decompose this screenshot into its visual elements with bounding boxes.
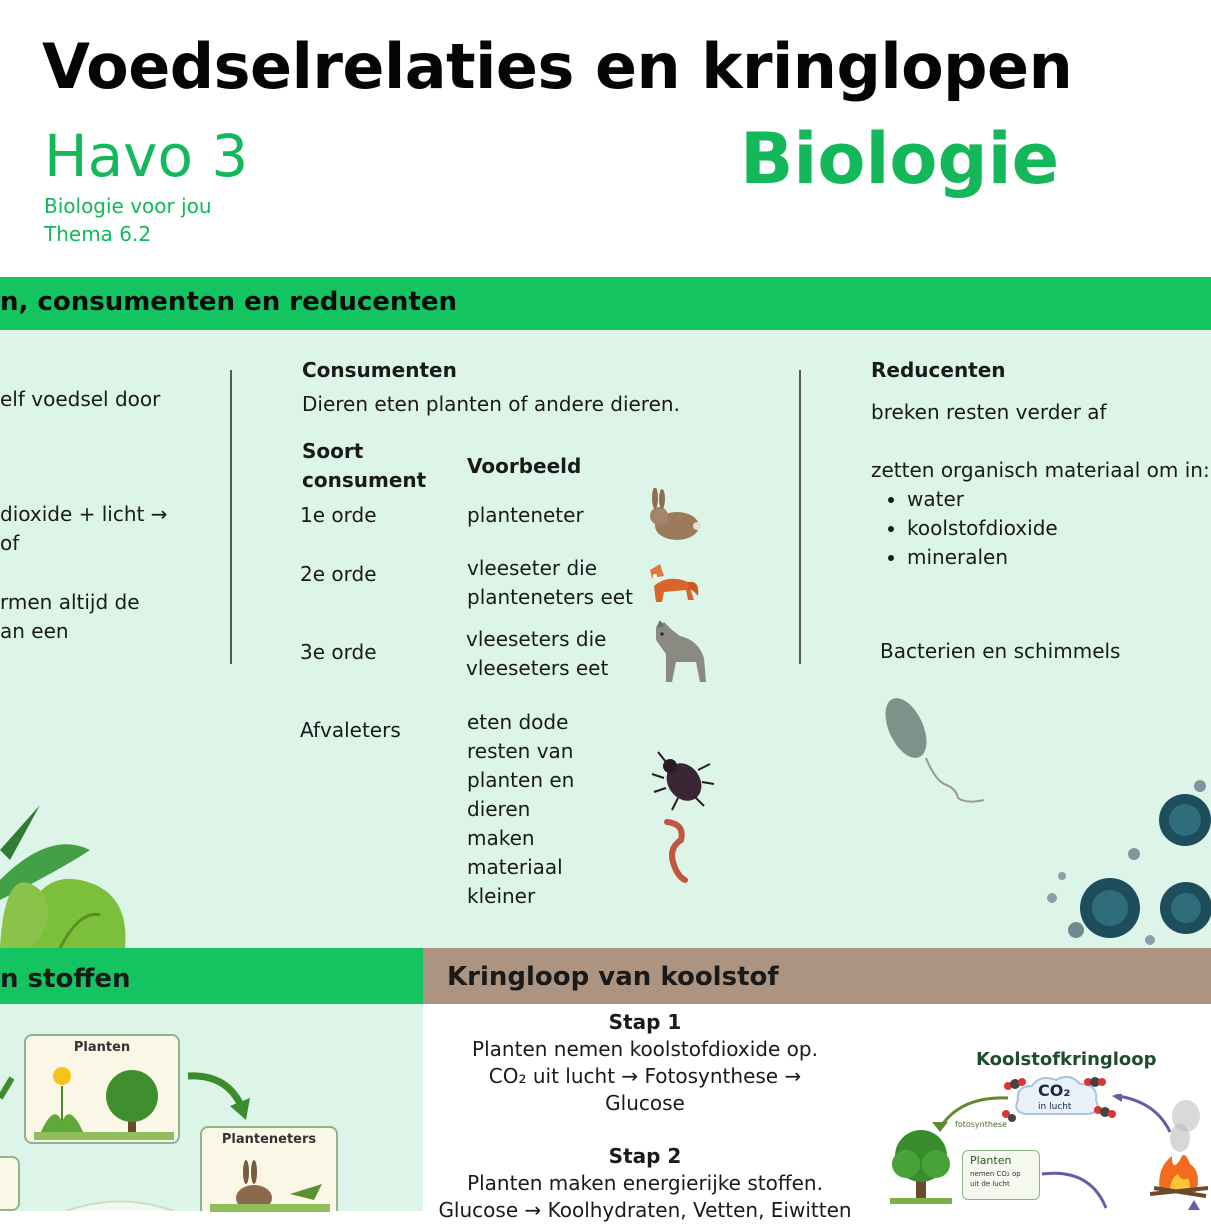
row3-example-2: vleeseters eet — [466, 656, 609, 680]
card-herbivores-label: Planteneters — [221, 1132, 317, 1147]
producers-text-3: of — [0, 531, 20, 555]
earthworm-icon — [655, 814, 695, 884]
detritivores-line-6: materiaal — [467, 855, 563, 879]
detritivores-line-4: dieren — [467, 797, 531, 821]
cloud-label: CO₂ — [1038, 1081, 1071, 1100]
herbivores-icon — [210, 1154, 330, 1212]
plants-box-text-1: nemen CO₂ op — [970, 1170, 1021, 1178]
level-label: Havo 3 — [44, 122, 249, 190]
decomposers-heading: Reducenten — [871, 358, 1006, 382]
step2-title: Stap 2 — [608, 1144, 682, 1168]
row2-example-2: planteneters eet — [467, 585, 633, 609]
column-divider-2 — [799, 370, 801, 664]
row3-order: 3e orde — [300, 640, 377, 664]
arrow-icon — [184, 1068, 256, 1122]
row3-example-1: vleeseters die — [466, 627, 607, 651]
row2-order: 2e orde — [300, 562, 377, 586]
leaf-decoration — [0, 790, 140, 948]
col-example-header: Voorbeeld — [467, 454, 582, 478]
fire-icon — [1150, 1098, 1211, 1198]
plants-box-title: Planten — [970, 1154, 1012, 1167]
plants-box-text-2: uit de lucht — [970, 1180, 1010, 1188]
column-divider-1 — [230, 370, 232, 664]
detritivores-line-1: eten dode — [467, 710, 569, 734]
beetle-icon — [648, 744, 716, 812]
step2-text-2: Glucose → Koolhydraten, Vetten, Eiwitten — [438, 1198, 852, 1222]
bacterium-icon — [878, 698, 990, 808]
decomposers-text-2: zetten organisch materiaal om in: — [871, 458, 1210, 482]
book-label: Biologie voor jou — [44, 194, 212, 218]
list-item: • koolstofdioxide — [907, 514, 1058, 543]
photosynthesis-label: fotosynthese — [955, 1120, 1007, 1129]
detritivores-line-5: maken — [467, 826, 535, 850]
row1-example: planteneter — [467, 503, 584, 527]
step1-text-3: Glucose — [605, 1091, 685, 1115]
list-item: • mineralen — [907, 543, 1058, 572]
card-plants — [24, 1034, 180, 1144]
producers-text-1: elf voedsel door — [0, 387, 161, 411]
card-partial — [0, 1156, 20, 1211]
step1-text-2: CO₂ uit lucht → Fotosynthese → — [488, 1064, 802, 1088]
section3-heading: Kringloop van koolstof — [447, 962, 779, 992]
cloud-sublabel: in lucht — [1038, 1102, 1072, 1112]
section2-heading: n stoffen — [0, 964, 131, 994]
section1-heading: n, consumenten en reducenten — [0, 287, 457, 317]
producers-text-5: an een — [0, 619, 69, 643]
producers-text-2: dioxide + licht → — [0, 502, 168, 526]
tree-icon — [886, 1124, 956, 1204]
theme-label: Thema 6.2 — [44, 222, 152, 246]
subject-label: Biologie — [740, 118, 1060, 200]
step1-text-1: Planten nemen koolstofdioxide op. — [472, 1037, 818, 1061]
col-type-header-2: consument — [302, 468, 427, 492]
wolf-icon — [650, 618, 712, 686]
card-plants-label: Planten — [73, 1040, 131, 1055]
detritivores-line-3: planten en — [467, 768, 575, 792]
consumers-heading: Consumenten — [302, 358, 457, 382]
detritivores-line-7: kleiner — [467, 884, 536, 908]
arrow-partial-icon — [0, 1076, 14, 1100]
circle-partial-icon — [60, 1196, 180, 1211]
row1-order: 1e orde — [300, 503, 377, 527]
plants-icon — [34, 1062, 174, 1140]
decomposers-examples: Bacterien en schimmels — [880, 639, 1121, 663]
card-herbivores — [200, 1126, 338, 1211]
row2-example-1: vleeseter die — [467, 556, 598, 580]
step1-title: Stap 1 — [608, 1010, 682, 1034]
partial-arrow-icon — [1184, 1198, 1211, 1211]
co2-molecules-icon — [1002, 1076, 1122, 1122]
cycle-arrow-icon — [1040, 1168, 1110, 1211]
detritivores-line-2: resten van — [467, 739, 574, 763]
page-title: Voedselrelaties en kringlopen — [42, 30, 1073, 103]
decomposers-text-1: breken resten verder af — [871, 400, 1107, 424]
fox-icon — [648, 556, 700, 608]
consumers-intro: Dieren eten planten of andere dieren. — [302, 392, 680, 416]
decomposers-products-list — [871, 485, 1058, 572]
producers-text-4: rmen altijd de — [0, 590, 140, 614]
rabbit-icon — [643, 488, 703, 544]
list-item: • water — [907, 485, 1058, 514]
mold-spores-icon — [1040, 780, 1211, 948]
step2-text-1: Planten maken energierijke stoffen. — [467, 1171, 823, 1195]
diagram-title: Koolstofkringloop — [976, 1049, 1157, 1070]
detritivores-label: Afvaleters — [300, 718, 401, 742]
col-type-header-1: Soort — [302, 439, 364, 463]
